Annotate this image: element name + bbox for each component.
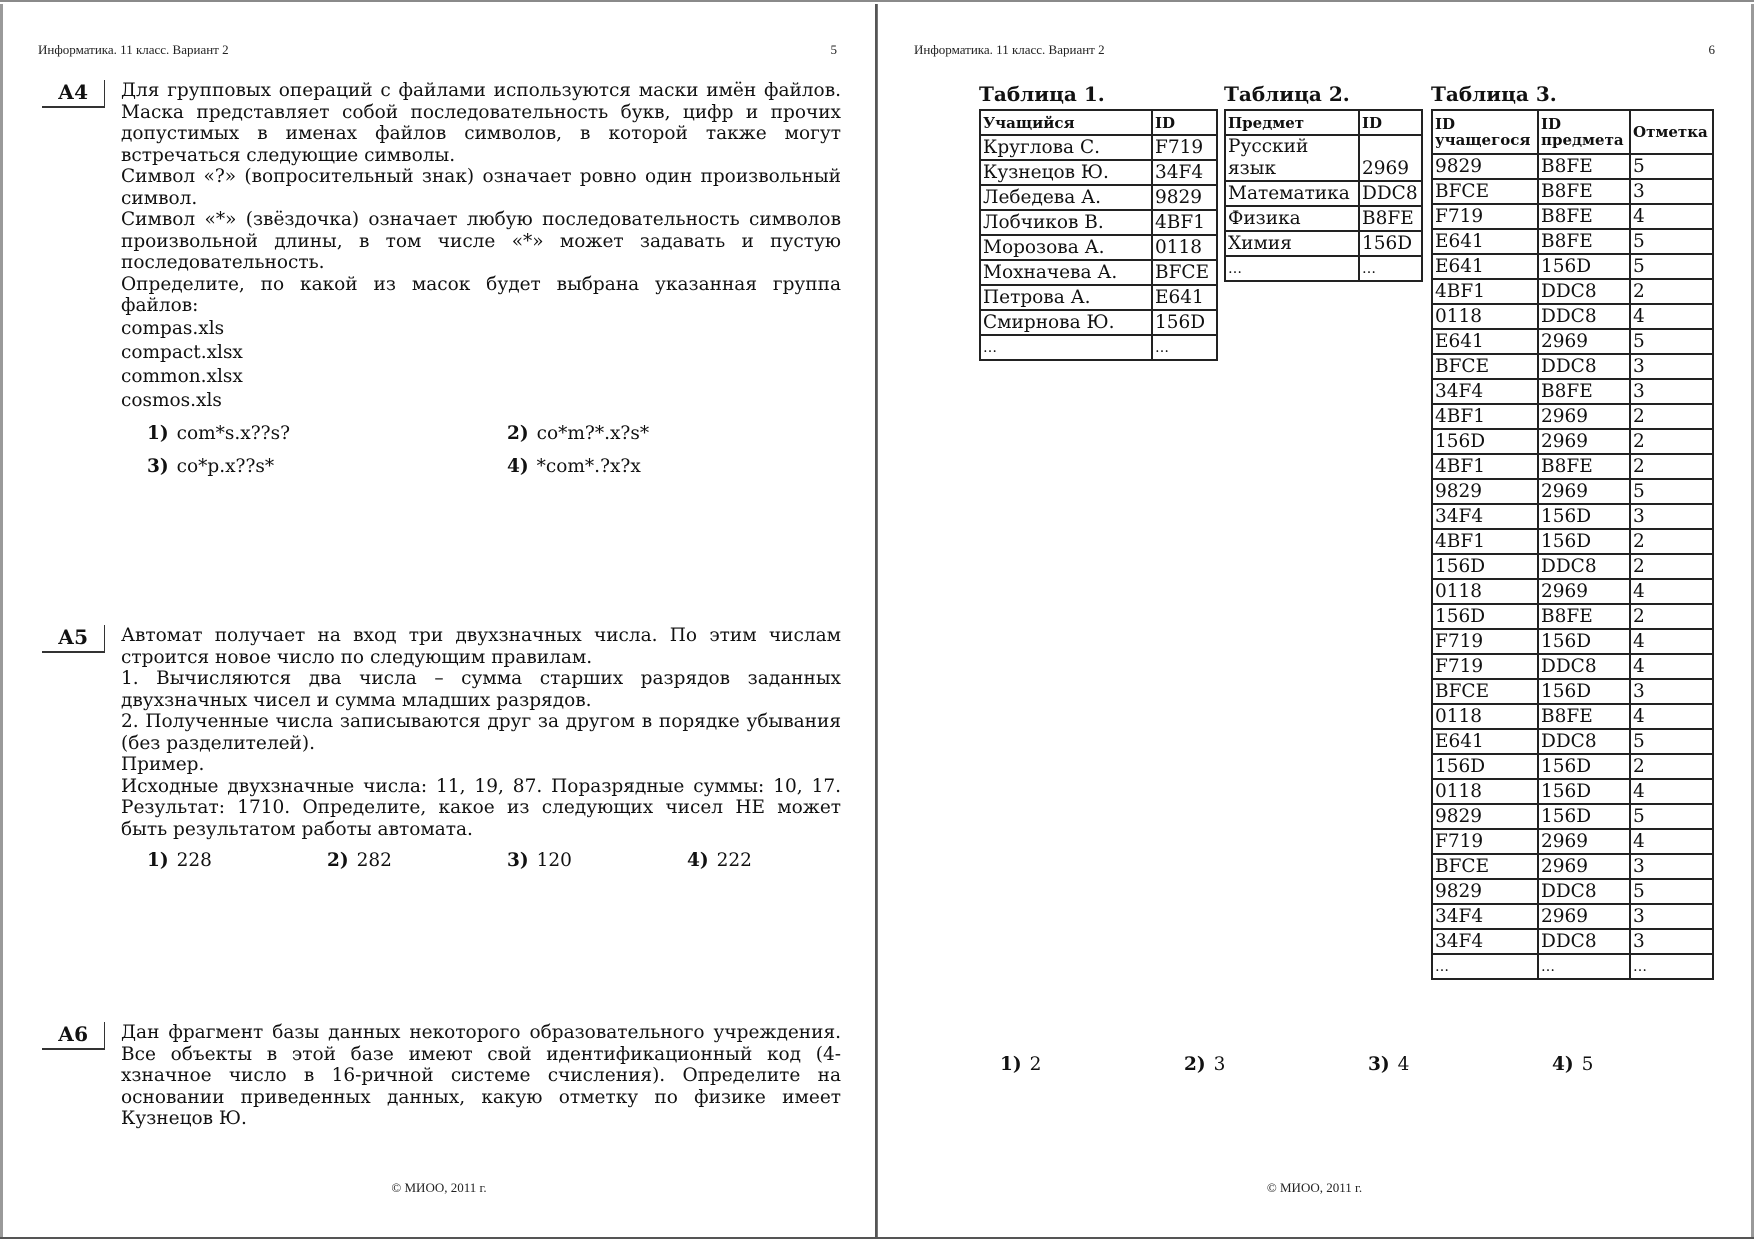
table-title: Таблица 3. (1431, 82, 1557, 106)
table-cell: 4 (1630, 204, 1713, 229)
table-row (1432, 754, 1713, 779)
table-cell: E641 (1432, 329, 1538, 354)
table-cell: 3 (1630, 379, 1713, 404)
table-row (1432, 929, 1713, 954)
answer-option-3[interactable]: 3) co*p.x??s* (147, 455, 275, 477)
answer-option-2[interactable]: 2) 282 (327, 850, 392, 871)
table-cell: B8FE (1538, 454, 1630, 479)
table-cell: … (1225, 256, 1359, 281)
table-cell: F719 (1152, 135, 1217, 160)
table-row (1432, 354, 1713, 379)
table-row (1432, 179, 1713, 204)
table-cell: DDC8 (1359, 181, 1422, 206)
table-cell: 34F4 (1432, 504, 1538, 529)
table-cell: 2 (1630, 604, 1713, 629)
page-6 (877, 4, 1754, 1237)
table-cell: 0118 (1432, 304, 1538, 329)
answer-options (121, 417, 841, 483)
table-cell: 2969 (1538, 429, 1630, 454)
table-header-row (1225, 110, 1422, 135)
table-cell: 3 (1630, 354, 1713, 379)
table-cell: BFCE (1432, 854, 1538, 879)
table-cell: E641 (1432, 729, 1538, 754)
table-row (1432, 854, 1713, 879)
table-cell: 5 (1630, 154, 1713, 179)
table-row (1432, 529, 1713, 554)
table-cell: 3 (1630, 929, 1713, 954)
column-header: ID предмета (1538, 110, 1630, 154)
table-cell: … (1630, 954, 1713, 979)
table-body (980, 135, 1217, 360)
table-row (980, 135, 1217, 160)
table-row (1432, 554, 1713, 579)
table-cell: … (1432, 954, 1538, 979)
page-number: 5 (830, 42, 837, 57)
column-header: Предмет (1225, 110, 1359, 135)
file-name: compact.xlsx (121, 341, 243, 363)
table-cell: B8FE (1538, 204, 1630, 229)
table-cell: 2 (1630, 404, 1713, 429)
table-cell: 0118 (1152, 235, 1217, 260)
table-cell: 34F4 (1432, 379, 1538, 404)
table-cell: 2969 (1538, 479, 1630, 504)
running-head: Информатика. 11 класс. Вариант 2 (38, 42, 229, 57)
table-cell: Физика (1225, 206, 1359, 231)
table-cell: 2969 (1538, 404, 1630, 429)
answer-option-2[interactable]: 2) co*m?*.x?s* (507, 422, 650, 444)
column-header: ID (1359, 110, 1422, 135)
table-title: Таблица 1. (979, 82, 1105, 106)
table-1-block (979, 82, 1218, 361)
table-cell: 4 (1630, 304, 1713, 329)
table-row (1225, 135, 1422, 181)
a6-answer-options (1000, 1048, 1736, 1081)
column-header: Отметка (1630, 110, 1713, 154)
paragraph: 1. Вычисляются два числа – сумма старших разрядов заданных двухзначных чисел и сумма младших разрядов. (121, 668, 841, 711)
table-cell: 9829 (1432, 154, 1538, 179)
table-cell: BFCE (1432, 354, 1538, 379)
paragraph: Определите, по какой из масок будет выбрана указанная группа файлов: (121, 273, 841, 316)
table-cell: 2 (1630, 429, 1713, 454)
table-cell: Кузнецов Ю. (980, 160, 1152, 185)
table-cell: 2969 (1359, 135, 1422, 181)
table-cell: 5 (1630, 329, 1713, 354)
table-cell: DDC8 (1538, 929, 1630, 954)
table-row (1432, 629, 1713, 654)
table-cell: 156D (1538, 629, 1630, 654)
table-cell: 2 (1630, 554, 1713, 579)
paragraph: 2. Полученные числа записываются друг за другом в порядке убывания (без разделителей). (121, 711, 841, 754)
table-cell: 3 (1630, 679, 1713, 704)
answer-option-2[interactable]: 2) 3 (1184, 1054, 1226, 1075)
table-cell: BFCE (1432, 179, 1538, 204)
table-cell: 5 (1630, 729, 1713, 754)
table-cell: DDC8 (1538, 554, 1630, 579)
task-a6 (38, 1022, 841, 1130)
answer-option-1[interactable]: 1) 228 (147, 850, 212, 871)
table-cell: 156D (1538, 804, 1630, 829)
table-cell: 4BF1 (1152, 210, 1217, 235)
table-cell: DDC8 (1538, 304, 1630, 329)
table-row (1225, 206, 1422, 231)
table-cell: 34F4 (1152, 160, 1217, 185)
table-cell: 156D (1538, 529, 1630, 554)
table-row (1432, 279, 1713, 304)
table-cell: 2969 (1538, 904, 1630, 929)
file-name: cosmos.xls (121, 389, 222, 411)
table-row (1432, 329, 1713, 354)
table-body (1225, 135, 1422, 281)
table-row (1432, 604, 1713, 629)
table-cell: 3 (1630, 854, 1713, 879)
table-row (1225, 231, 1422, 256)
paragraph: Символ «?» (вопросительный знак) означает ровно один произвольный символ. (121, 166, 841, 209)
table-row (1432, 704, 1713, 729)
table-row (1432, 879, 1713, 904)
task-body (121, 1022, 841, 1130)
table-cell: 5 (1630, 229, 1713, 254)
table-cell: 156D (1152, 310, 1217, 335)
answer-option-4[interactable]: 4) *com*.?x?x (507, 455, 641, 477)
table-cell: 2969 (1538, 579, 1630, 604)
table-header-row (1432, 110, 1713, 154)
table-row (1432, 154, 1713, 179)
table-cell: 4BF1 (1432, 529, 1538, 554)
table-cell: 156D (1538, 254, 1630, 279)
table-cell: B8FE (1538, 179, 1630, 204)
table-row (1432, 904, 1713, 929)
page-number: 6 (1708, 42, 1715, 57)
column-header: ID учащегося (1432, 110, 1538, 154)
table-row (1432, 404, 1713, 429)
answer-option-4[interactable]: 4) 5 (1552, 1054, 1594, 1075)
table-cell: 9829 (1432, 479, 1538, 504)
table-cell: 9829 (1432, 804, 1538, 829)
table-cell: 3 (1630, 179, 1713, 204)
table-cell: … (1538, 954, 1630, 979)
table-cell: 156D (1538, 679, 1630, 704)
table-cell: 9829 (1432, 879, 1538, 904)
table-cell: B8FE (1538, 379, 1630, 404)
answer-options (121, 844, 841, 877)
table-cell: Петрова А. (980, 285, 1152, 310)
table-cell: 4 (1630, 654, 1713, 679)
table-cell: 4 (1630, 629, 1713, 654)
table-cell: E641 (1152, 285, 1217, 310)
answer-option-3[interactable]: 3) 4 (1368, 1054, 1410, 1075)
table-cell: 5 (1630, 879, 1713, 904)
table-cell: 156D (1359, 231, 1422, 256)
table-cell: 9829 (1152, 185, 1217, 210)
table-cell: Лобчиков В. (980, 210, 1152, 235)
table-row (1432, 779, 1713, 804)
table-header-row (980, 110, 1217, 135)
students-table (979, 109, 1218, 361)
table-cell: E641 (1432, 229, 1538, 254)
table-3-block (1431, 82, 1714, 980)
table-cell: 2 (1630, 754, 1713, 779)
table-cell: BFCE (1432, 679, 1538, 704)
paragraph: Символ «*» (звёздочка) означает любую последовательность символов произвольной длины, в том числе «*» может задавать и пустую последовательность. (121, 209, 841, 273)
paragraph: Дан фрагмент базы данных некоторого образовательного учреждения. Все объекты в этой базе имеют свой идентификационный код (4-хзначное число в 16-ричной системе счисления). Определите на основании приведенных данных, какую отметку по физике имеет Кузнецов Ю. (121, 1022, 841, 1129)
task-label: А5 (42, 625, 105, 653)
table-cell: Мохначева А. (980, 260, 1152, 285)
table-cell: DDC8 (1538, 654, 1630, 679)
table-title: Таблица 2. (1224, 82, 1350, 106)
table-cell: B8FE (1538, 704, 1630, 729)
table-cell: 4 (1630, 704, 1713, 729)
table-cell: DDC8 (1538, 879, 1630, 904)
table-cell: B8FE (1538, 154, 1630, 179)
table-cell: 4 (1630, 579, 1713, 604)
page-footer: © МИОО, 2011 г. (1266, 1180, 1363, 1195)
table-row (1225, 256, 1422, 281)
table-body (1432, 154, 1713, 979)
table-row (1225, 181, 1422, 206)
table-row (1432, 679, 1713, 704)
table-cell: BFCE (1152, 260, 1217, 285)
task-a4 (38, 80, 841, 483)
answer-option-3[interactable]: 3) 120 (507, 850, 572, 871)
table-cell: F719 (1432, 829, 1538, 854)
table-row (1432, 229, 1713, 254)
table-cell: B8FE (1538, 229, 1630, 254)
task-body (121, 625, 841, 877)
table-cell: 2 (1630, 454, 1713, 479)
table-row (980, 335, 1217, 360)
table-cell: 4BF1 (1432, 454, 1538, 479)
table-cell: B8FE (1538, 604, 1630, 629)
table-cell: 2 (1630, 279, 1713, 304)
table-cell: 156D (1538, 779, 1630, 804)
table-row (980, 210, 1217, 235)
table-row (980, 310, 1217, 335)
table-cell: Круглова С. (980, 135, 1152, 160)
table-cell: 34F4 (1432, 929, 1538, 954)
table-row (1432, 579, 1713, 604)
subjects-table (1224, 109, 1423, 282)
column-header: ID (1152, 110, 1217, 135)
paragraph: Исходные двухзначные числа: 11, 19, 87. Поразрядные суммы: 10, 17. Результат: 1710. Определите, какое из следующих чисел НЕ может быть результатом работы автомата. (121, 775, 841, 840)
table-row (1432, 954, 1713, 979)
paragraph: Автомат получает на вход три двухзначных числа. По этим числам строится новое число по следующим правилам. (121, 625, 841, 668)
table-cell: 156D (1432, 429, 1538, 454)
table-cell: 4 (1630, 829, 1713, 854)
table-cell: 2969 (1538, 854, 1630, 879)
table-cell: DDC8 (1538, 729, 1630, 754)
table-cell: Химия (1225, 231, 1359, 256)
table-row (1432, 454, 1713, 479)
table-row (1432, 429, 1713, 454)
column-header: Учащийся (980, 110, 1152, 135)
table-cell: 4BF1 (1432, 404, 1538, 429)
table-2-block (1224, 82, 1423, 282)
table-cell: … (980, 335, 1152, 360)
table-row (980, 260, 1217, 285)
table-row (1432, 804, 1713, 829)
table-cell: B8FE (1359, 206, 1422, 231)
table-row (980, 235, 1217, 260)
table-row (980, 285, 1217, 310)
table-cell: 3 (1630, 904, 1713, 929)
table-cell: 156D (1432, 554, 1538, 579)
paragraph: Пример. (121, 754, 205, 775)
table-cell: DDC8 (1538, 354, 1630, 379)
table-row (1432, 729, 1713, 754)
table-row (1432, 304, 1713, 329)
task-a5 (38, 625, 841, 877)
table-cell: 3 (1630, 504, 1713, 529)
table-cell: 156D (1538, 504, 1630, 529)
table-row (980, 185, 1217, 210)
grades-table (1431, 109, 1714, 980)
table-cell: 2 (1630, 529, 1713, 554)
table-cell: DDC8 (1538, 279, 1630, 304)
table-row (1432, 504, 1713, 529)
table-cell: 4BF1 (1432, 279, 1538, 304)
table-cell: 156D (1432, 754, 1538, 779)
table-cell: Математика (1225, 181, 1359, 206)
table-cell: Смирнова Ю. (980, 310, 1152, 335)
task-label: А4 (42, 80, 105, 108)
answer-option-1[interactable]: 1) 2 (1000, 1054, 1042, 1075)
answer-option-4[interactable]: 4) 222 (687, 850, 752, 871)
table-row (1432, 379, 1713, 404)
table-row (980, 160, 1217, 185)
table-cell: F719 (1432, 654, 1538, 679)
file-name: common.xlsx (121, 365, 243, 387)
table-cell: 5 (1630, 804, 1713, 829)
table-cell: E641 (1432, 254, 1538, 279)
table-cell: Морозова А. (980, 235, 1152, 260)
table-cell: F719 (1432, 204, 1538, 229)
table-cell: 156D (1538, 754, 1630, 779)
table-row (1432, 654, 1713, 679)
table-cell: 34F4 (1432, 904, 1538, 929)
answer-option-1[interactable]: 1) com*s.x??s? (147, 422, 290, 444)
file-name: compas.xls (121, 317, 225, 339)
table-cell: 0118 (1432, 704, 1538, 729)
table-cell: … (1359, 256, 1422, 281)
page-footer: © МИОО, 2011 г. (391, 1180, 487, 1195)
table-cell: 0118 (1432, 779, 1538, 804)
table-cell: 2969 (1538, 329, 1630, 354)
table-row (1432, 479, 1713, 504)
table-row (1432, 204, 1713, 229)
table-cell: … (1152, 335, 1217, 360)
table-cell: 156D (1432, 604, 1538, 629)
table-cell: Лебедева А. (980, 185, 1152, 210)
task-label: А6 (42, 1022, 105, 1050)
paragraph: Для групповых операций с файлами используются маски имён файлов. Маска представляет собой последовательность букв, цифр и прочих допустимых в именах файлов символов, в которой также могут встречаться следующие символы. (121, 80, 841, 166)
task-body (121, 80, 841, 483)
table-cell: 2969 (1538, 829, 1630, 854)
table-cell: Русский язык (1225, 135, 1359, 181)
table-row (1432, 829, 1713, 854)
table-cell: 0118 (1432, 579, 1538, 604)
table-row (1432, 254, 1713, 279)
table-cell: 5 (1630, 254, 1713, 279)
table-cell: 4 (1630, 779, 1713, 804)
running-head: Информатика. 11 класс. Вариант 2 (914, 42, 1105, 57)
page-5 (0, 4, 877, 1237)
table-cell: F719 (1432, 629, 1538, 654)
table-cell: 5 (1630, 479, 1713, 504)
